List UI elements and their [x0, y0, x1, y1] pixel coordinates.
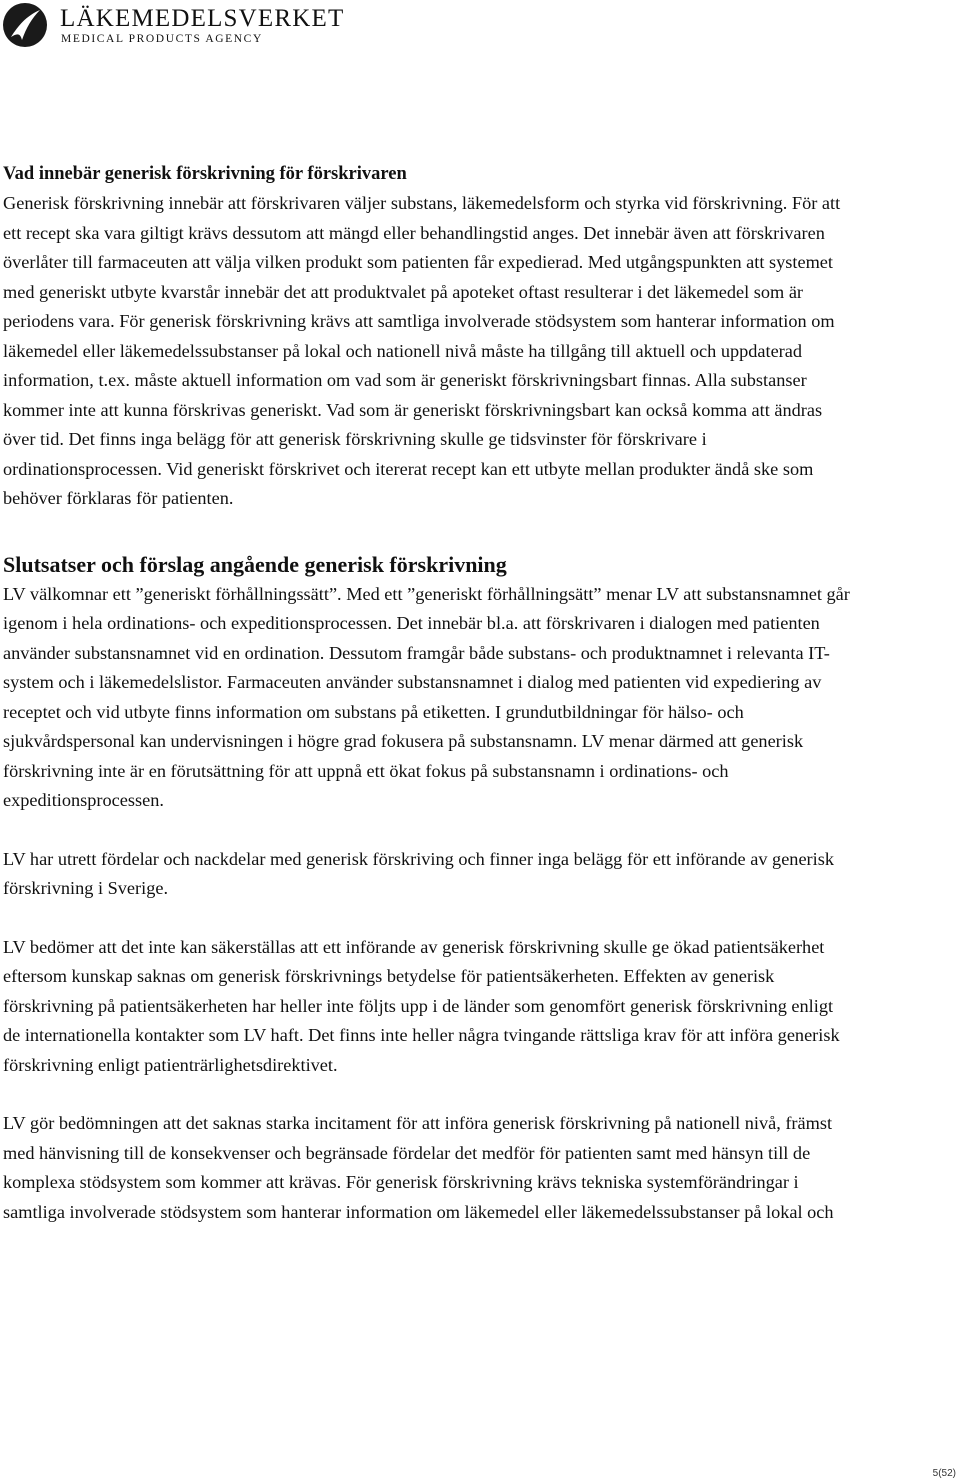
section-conclusions	[3, 550, 853, 1228]
body-paragraph: LV har utrett fördelar och nackdelar med generisk förskriving och finner inga belägg för ett införande av generisk förskrivning i Sverige.	[3, 848, 834, 898]
document-body	[3, 160, 853, 1227]
page-number: 5(52)	[932, 1468, 956, 1479]
agency-subtitle: MEDICAL PRODUCTS AGENCY	[61, 33, 263, 45]
body-paragraph: LV välkomnar ett ”generiskt förhållningssätt”. Med ett ”generiskt förhållningsätt” menar LV att substansnamnet går igenom i hela ordinations- och expeditionsprocessen. Det innebär bl.a. att förskrivaren i dialogen med patienten använder substansnamnet vid en ordination. Dessutom framgår både substans- och produktnamnet i relevanta IT-system och i läkemedelslistor. Farmaceuten använder substansnamnet i dialog med patienten vid expediering av receptet och vid utbyte finns information om substans på etiketten. I grundutbildningar för hälso- och sjukvårdspersonal kan undervisningen i högre grad fokusera på substansnamn. LV menar därmed att generisk förskrivning inte är en förutsättning för att uppnå ett ökat fokus på substansnamn i ordinations- och expeditionsprocessen.	[3, 583, 850, 810]
body-paragraph: LV bedömer att det inte kan säkerställas att ett införande av generisk förskrivning skulle ge ökad patientsäkerhet eftersom kunskap saknas om generisk förskrivnings betydelse för patientsäkerheten. Effekten av generisk förskrivning på patientsäkerheten har heller inte följts upp i de länder som genomfört generisk förskrivning enligt de internationella kontakter som LV haft. Det finns inte heller några tvingande rättsliga krav för att införa generisk förskrivning enligt patienträrlighetsdirektivet.	[3, 936, 840, 1075]
agency-name: LÄKEMEDELSVERKET	[60, 5, 345, 32]
body-paragraph: LV gör bedömningen att det saknas starka incitament för att införa generisk förskrivning på nationell nivå, främst med hänvisning till de konsekvenser och begränsade fördelar det medför för patienten samt med hänsyn till de komplexa stödsystem som kommer att krävas. För generisk förskrivning krävs tekniska systemförändringar i samtliga involverade stödsystem som hanterar information om läkemedel eller läkemedelssubstanser på lokal och	[3, 1113, 834, 1222]
agency-logo	[2, 2, 345, 48]
lakemedelsverket-swoosh-icon	[2, 2, 48, 48]
section-generic-prescribing	[3, 160, 853, 514]
section-heading: Slutsatser och förslag angående generisk förskrivning	[3, 551, 507, 577]
section-heading: Vad innebär generisk förskrivning för förskrivaren	[3, 164, 407, 184]
body-paragraph: Generisk förskrivning innebär att förskrivaren väljer substans, läkemedelsform och styrka vid förskrivning. För att ett recept ska vara giltigt krävs dessutom att mängd eller behandlingstid anges. Det innebär även att förskrivaren överlåter till farmaceuten att välja vilken produkt som patienten får expedierad. Med utgångspunkten att systemet med generiskt utbyte kvarstår innebär det att produktvalet på apoteket oftast resulterar i det läkemedel som är periodens vara. För generisk förskrivning krävs att samtliga involverade stödsystem som hanterar information om läkemedel eller läkemedelssubstanser på lokal och nationell nivå måste ha tillgång till aktuell och uppdaterad information, t.ex. måste aktuell information om vad som är generiskt förskrivningsbart finnas. Alla substanser kommer inte att kunna förskrivas generiskt. Vad som är generiskt förskrivningsbart kan också komma att ändras över tid. Det finns inga belägg för att generisk förskrivning skulle ge tidsvinster för förskrivare i ordinationsprocessen. Vid generiskt förskrivet och itererat recept kan ett utbyte mellan produkter ändå ske som behöver förklaras för patienten.	[3, 193, 841, 508]
